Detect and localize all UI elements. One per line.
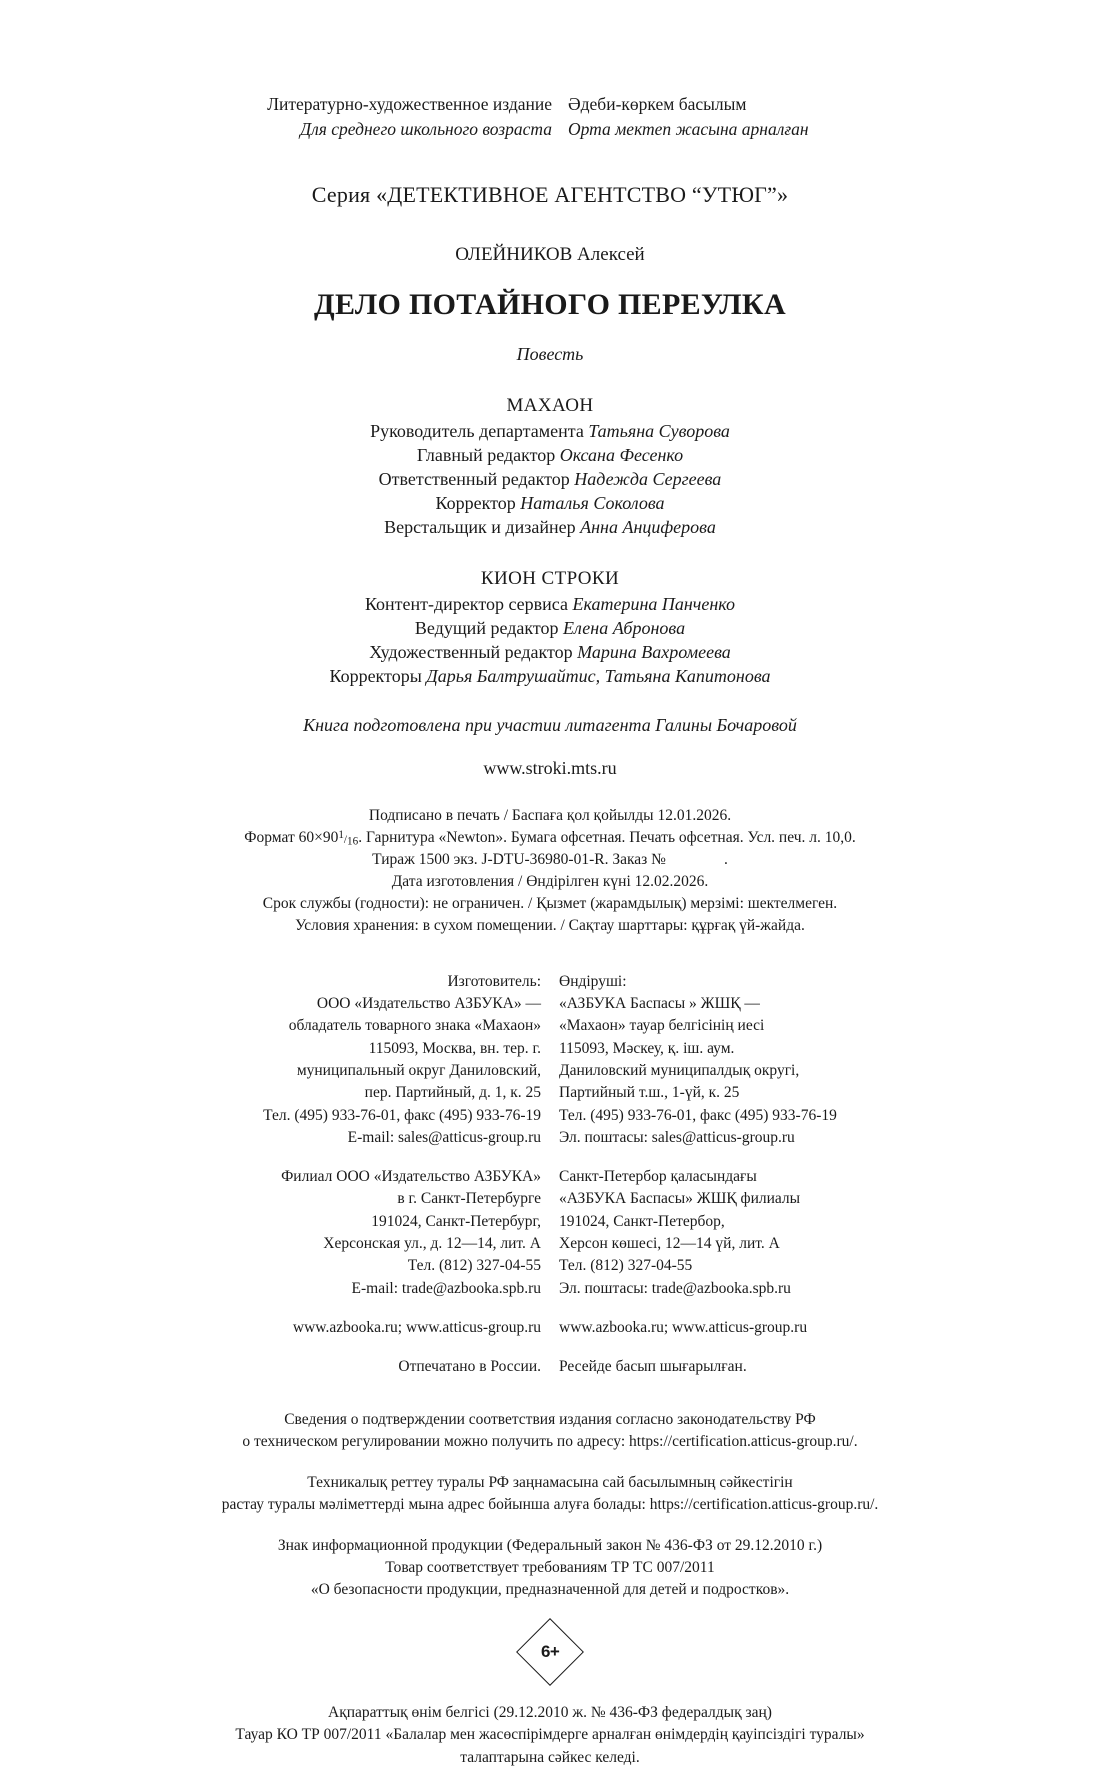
- print-date-line: Дата изготовления / Өндірілген күні 12.02.2026.: [391, 872, 709, 890]
- address-column-kz: [559, 971, 889, 1379]
- format-numerator: 1: [338, 829, 344, 842]
- address-line: E-mail: sales@atticus-group.ru: [347, 1128, 541, 1146]
- credit-line: [170, 641, 930, 665]
- footer-kz-line3: талаптарына сәйкес келеді.: [460, 1748, 640, 1766]
- address-line: в г. Санкт-Петербурге: [397, 1190, 541, 1208]
- address-line: Филиал ООО «Издательство АЗБУКА»: [281, 1168, 541, 1186]
- credit-line: [170, 444, 930, 468]
- website-link[interactable]: www.stroki.mts.ru: [483, 757, 617, 778]
- address-line: Санкт-Петербор қаласындағы: [559, 1168, 757, 1186]
- credit-role: Корректоры: [329, 665, 422, 686]
- credit-line: [170, 492, 930, 516]
- address-line: Өндіруші:: [559, 972, 627, 990]
- manufacturer-kz: [559, 971, 889, 1150]
- address-line: пер. Партийный, д. 1, к. 25: [364, 1084, 541, 1102]
- credit-role: Контент-директор сервиса: [364, 593, 568, 614]
- address-line: обладатель товарного знака «Махаон»: [288, 1017, 541, 1035]
- credit-role: Главный редактор: [416, 444, 556, 465]
- credit-person: Надежда Сергеева: [574, 468, 722, 489]
- credit-role: Верстальщик и дизайнер: [384, 516, 576, 537]
- series-name: Серия «ДЕТЕКТИВНОЕ АГЕНТСТВО “УТЮГ”»: [311, 181, 789, 207]
- print-tirazh-text: Тираж 1500 экз. J-DTU-36980-01-R. Заказ №: [372, 850, 666, 868]
- credit-role: Ответственный редактор: [378, 468, 570, 489]
- publisher-mahaon-name: МАХАОН: [506, 394, 594, 416]
- credit-person: Наталья Соколова: [520, 492, 665, 513]
- address-line: Тел. (495) 933-76-01, факс (495) 933-76-19: [559, 1106, 837, 1124]
- header-age-group-kz: Орта мектеп жасына арналған: [568, 118, 809, 139]
- credit-role: Ведущий редактор: [414, 617, 559, 638]
- sites-ru: [211, 1317, 541, 1339]
- print-format-prefix: Формат 60×90: [244, 828, 339, 846]
- address-line: Херсон көшесі, 12—14 үй, лит. А: [559, 1235, 780, 1253]
- format-denominator: 16: [347, 836, 359, 848]
- page-title: ДЕЛО ПОТАЙНОГО ПЕРЕУЛКА: [314, 287, 786, 321]
- credit-person: Екатерина Панченко: [572, 593, 736, 614]
- printed-in-line: Ресейде басып шығарылған.: [559, 1358, 747, 1376]
- certification-kz: [170, 1472, 930, 1517]
- litagent-note: Книга подготовлена при участии литагента Галины Бочаровой: [303, 714, 797, 735]
- certification-ru-line1: Сведения о подтверждении соответствия издания согласно законодательству РФ: [284, 1410, 816, 1428]
- print-tirazh-end: .: [723, 850, 728, 868]
- print-signed-line: Подписано в печать / Баспаға қол қойылды 12.01.2026.: [368, 806, 732, 824]
- manufacturer-ru: [211, 971, 541, 1150]
- legal-block: [170, 1409, 930, 1602]
- address-line: Тел. (495) 933-76-01, факс (495) 933-76-19: [263, 1106, 541, 1124]
- address-line: «АЗБУКА Баспасы» ЖШҚ филиалы: [559, 1190, 801, 1208]
- age-rating-badge-wrap: [170, 1628, 930, 1676]
- sites-kz: [559, 1317, 889, 1339]
- credit-person: Марина Вахромеева: [577, 641, 731, 662]
- printed-kz: [559, 1356, 889, 1378]
- header-left-column: [232, 92, 568, 142]
- credit-person: Анна Анциферова: [580, 516, 716, 537]
- credit-person: Оксана Фесенко: [559, 444, 684, 465]
- footer-kz-block: [170, 1702, 930, 1769]
- credit-role: Корректор: [435, 492, 516, 513]
- print-storage-line: Условия хранения: в сухом помещении. / Сақтау шарттары: құрғақ үй-жайда.: [295, 916, 805, 934]
- address-line: ООО «Издательство АЗБУКА» —: [316, 994, 541, 1012]
- address-block: [170, 971, 930, 1379]
- address-line: Партийный т.ш., 1-үй, к. 25: [559, 1084, 740, 1102]
- website-line[interactable]: www.azbooka.ru; www.atticus-group.ru: [292, 1319, 541, 1337]
- credit-line: [170, 593, 930, 617]
- credit-person: Татьяна Суворова: [588, 420, 730, 441]
- certification-kz-line1: Техникалық реттеу туралы РФ заңнамасына сай басылымның сәйкестігін: [307, 1473, 793, 1491]
- address-line: 191024, Санкт-Петербург,: [371, 1212, 541, 1230]
- credit-role: Руководитель департамента: [370, 420, 584, 441]
- credit-line: [170, 617, 930, 641]
- credit-role: Художественный редактор: [369, 641, 573, 662]
- age-rating-diamond-icon: [516, 1618, 584, 1686]
- product-mark-line1: Знак информационной продукции (Федеральный закон № 436-ФЗ от 29.12.2010 г.): [277, 1536, 823, 1554]
- print-service-life-line: Срок службы (годности): не ограничен. / Қызмет (жарамдылық) мерзімі: шектелмеген.: [262, 894, 838, 912]
- address-line: «АЗБУКА Баспасы » ЖШҚ —: [559, 994, 760, 1012]
- address-line: Даниловский муниципалдық округі,: [559, 1061, 800, 1079]
- credit-line: [170, 420, 930, 444]
- credit-person: Елена Абронова: [562, 617, 686, 638]
- format-fraction: $^1/_{16}$: [338, 829, 359, 848]
- product-mark-line2: Товар соответствует требованиям ТР ТС 007/2011: [385, 1559, 715, 1576]
- print-format-line: [170, 827, 930, 849]
- bilingual-header: [170, 92, 930, 142]
- product-mark-ru: [170, 1535, 930, 1602]
- address-line: 115093, Мәскеу, қ. іш. аум.: [559, 1039, 735, 1057]
- address-line: Эл. поштасы: sales@atticus-group.ru: [559, 1128, 795, 1146]
- age-rating-label: 6+: [540, 1641, 560, 1661]
- branch-kz: [559, 1166, 889, 1300]
- certification-ru-line2: о техническом регулировании можно получить по адресу: https://certification.atticus-group.ru/.: [242, 1433, 858, 1451]
- address-line: муниципальный округ Даниловский,: [296, 1061, 541, 1079]
- product-mark-line3: «О безопасности продукции, предназначенной для детей и подростков».: [310, 1581, 790, 1599]
- address-line: Изготовитель:: [447, 972, 541, 990]
- publisher-kion-block: [170, 566, 930, 689]
- address-column-ru: [211, 971, 559, 1379]
- genre-label: Повесть: [516, 343, 584, 364]
- printed-ru: [211, 1356, 541, 1378]
- address-line: 115093, Москва, вн. тер. г.: [368, 1039, 541, 1057]
- print-info-block: [170, 805, 930, 937]
- footer-kz-line2: Тауар КО ТР 007/2011 «Балалар мен жасөспірімдерге арналған өнімдердің қауіпсіздігі туралы»: [235, 1726, 865, 1744]
- address-line: Тел. (812) 327-04-55: [559, 1257, 693, 1275]
- address-line: Херсонская ул., д. 12—14, лит. А: [323, 1235, 541, 1253]
- print-tirazh-line: [170, 849, 930, 871]
- credit-line: [170, 665, 930, 689]
- address-line: E-mail: trade@azbooka.spb.ru: [351, 1279, 541, 1297]
- publisher-mahaon-block: [170, 393, 930, 540]
- credit-line: [170, 516, 930, 540]
- branch-ru: [211, 1166, 541, 1300]
- footer-kz-line1: Ақпараттық өнім белгісі (29.12.2010 ж. № 436-ФЗ федералдық заң): [328, 1703, 772, 1721]
- header-right-column: [568, 92, 868, 142]
- author-name: ОЛЕЙНИКОВ Алексей: [455, 243, 645, 265]
- address-line: Эл. поштасы: trade@azbooka.spb.ru: [559, 1279, 791, 1297]
- header-age-group-ru: Для среднего школьного возраста: [300, 118, 552, 139]
- certification-kz-line2: растау туралы мәліметтерді мына адрес бойынша алуға болады: https://certification.atticus-group.ru/.: [221, 1496, 879, 1514]
- header-edition-type-ru: Литературно-художественное издание: [267, 94, 552, 114]
- publisher-kion-name: КИОН СТРОКИ: [480, 567, 620, 589]
- address-line: «Махаон» тауар белгісінің иесі: [559, 1017, 765, 1035]
- website-line[interactable]: www.azbooka.ru; www.atticus-group.ru: [559, 1319, 808, 1337]
- header-edition-type-kz: Әдеби-көркем басылым: [568, 94, 747, 114]
- print-format-rest: . Гарнитура «Newton». Бумага офсетная. Печать офсетная. Усл. печ. л. 10,0.: [358, 828, 856, 846]
- credit-line: [170, 468, 930, 492]
- address-line: 191024, Санкт-Петербор,: [559, 1212, 725, 1230]
- certification-ru: [170, 1409, 930, 1454]
- credit-person: Дарья Балтрушайтис, Татьяна Капитонова: [426, 665, 771, 686]
- address-line: Тел. (812) 327-04-55: [407, 1257, 541, 1275]
- printed-in-line: Отпечатано в России.: [398, 1358, 541, 1376]
